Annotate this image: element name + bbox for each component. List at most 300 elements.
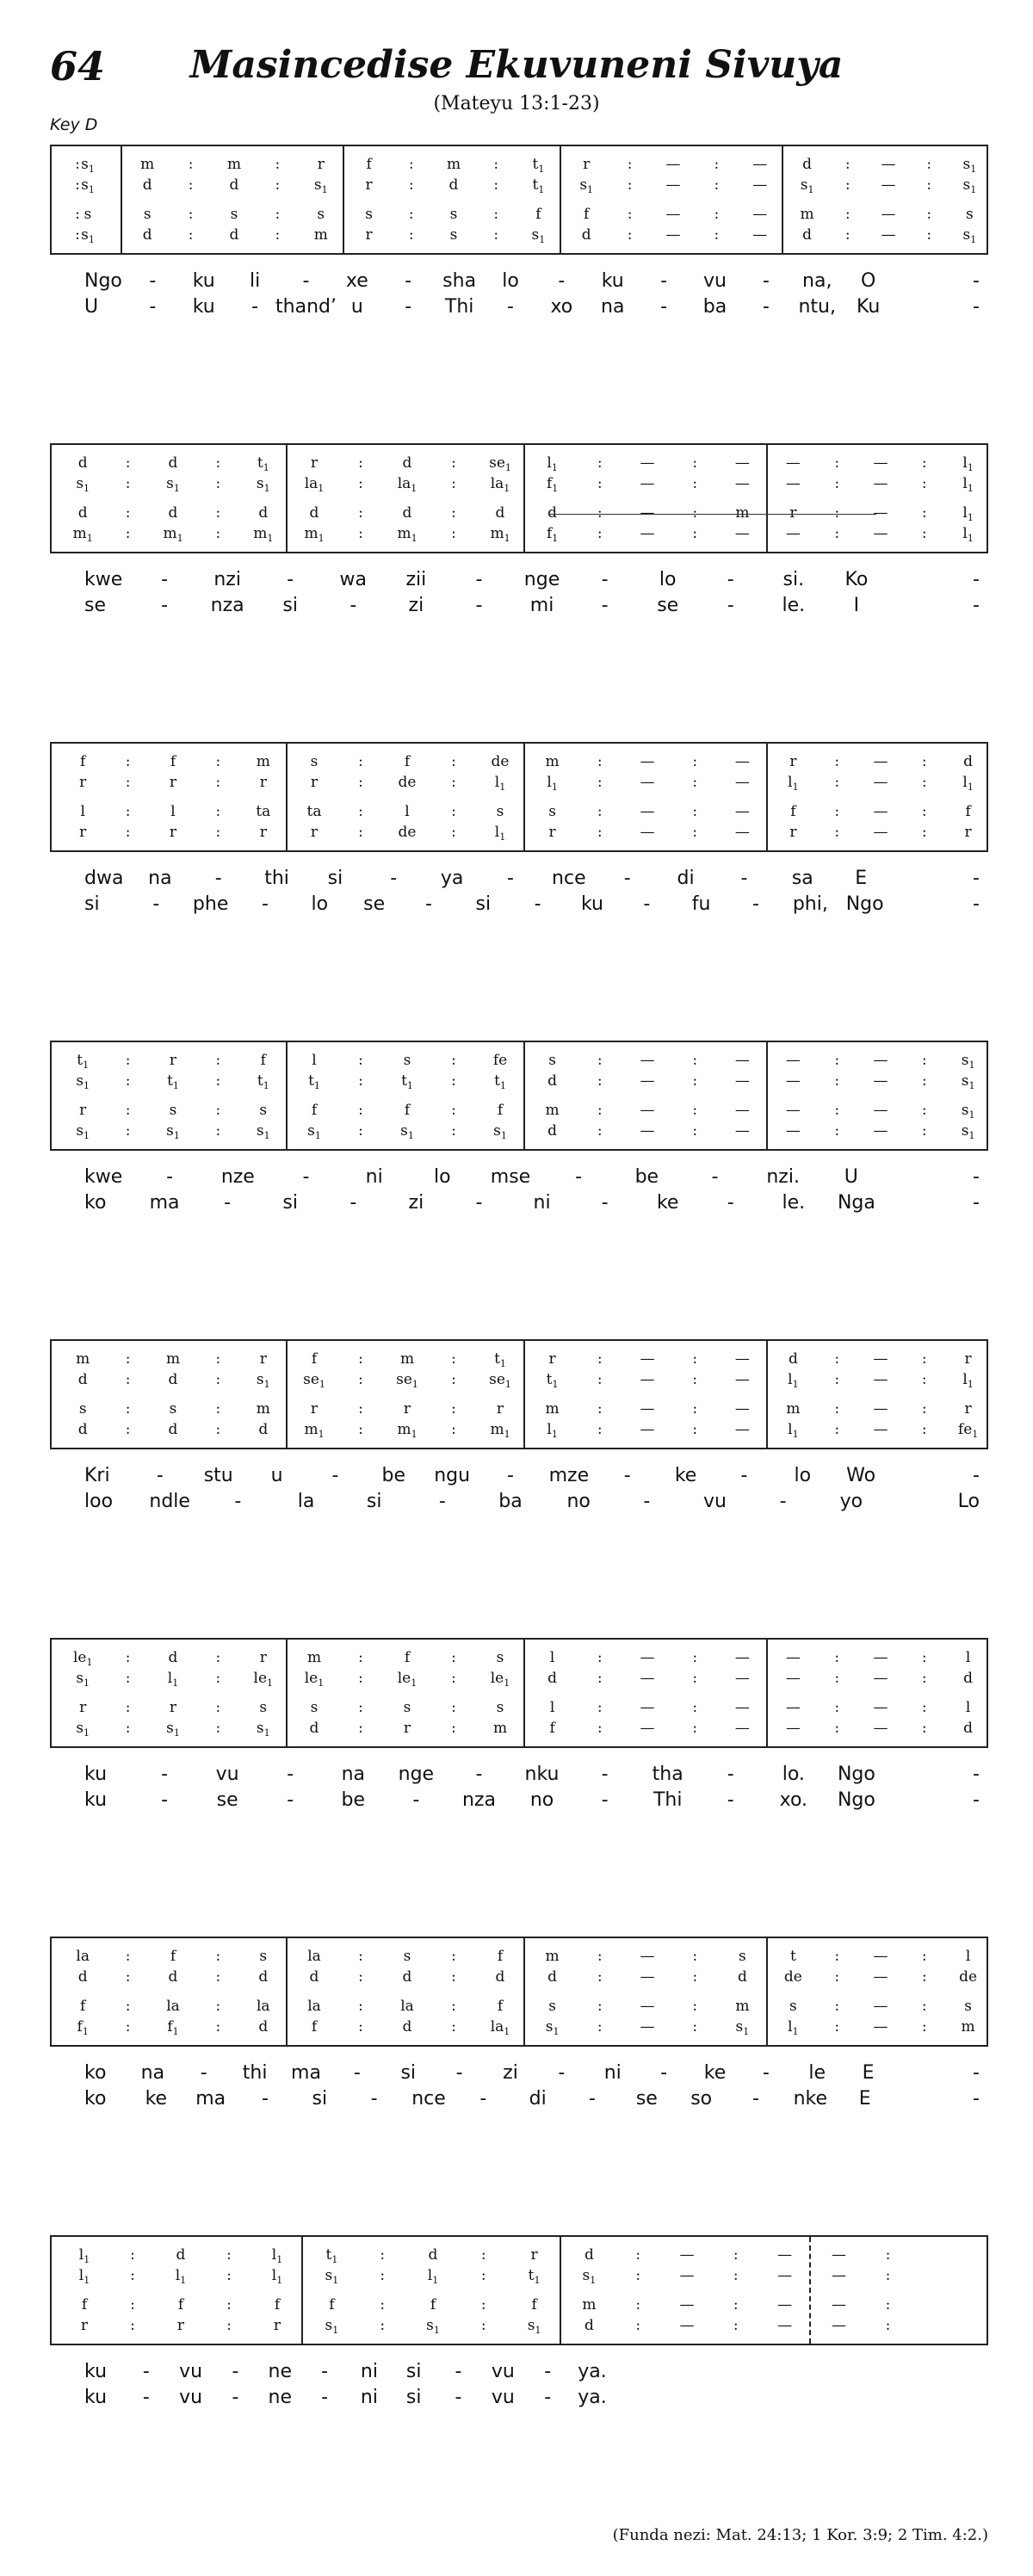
- lyric-syllable: si: [282, 1192, 299, 1214]
- octave-subscript: 1: [967, 462, 974, 473]
- beat-separator: :: [692, 1400, 698, 1418]
- octave-subscript: 1: [967, 512, 974, 523]
- beat-separator: :: [834, 1948, 840, 1965]
- solfa-note: m: [226, 156, 242, 173]
- lyric-line: [50, 270, 988, 296]
- octave-subscript: 1: [432, 2275, 439, 2286]
- solfa-note: s: [310, 1699, 319, 1716]
- octave-subscript: 1: [86, 533, 93, 544]
- octave-subscript: 1: [314, 1130, 321, 1141]
- beat-separator: :: [215, 454, 221, 472]
- voice-row: [52, 1698, 987, 1717]
- octave-subscript: 1: [321, 184, 328, 195]
- beat-separator: :: [451, 1052, 456, 1069]
- octave-subscript: 1: [172, 2026, 179, 2037]
- beat-separator: :: [125, 2018, 131, 2035]
- beat-separator: :: [358, 1998, 363, 2015]
- solfa-note: —: [679, 2317, 695, 2334]
- octave-subscript: 1: [552, 1379, 559, 1390]
- lyric-syllable: vu: [703, 1491, 727, 1512]
- solfa-note: $l_1$: [962, 525, 974, 544]
- beat-separator: :: [451, 1948, 456, 1965]
- beat-separator: :: [926, 226, 932, 244]
- octave-subscript: 1: [504, 1677, 510, 1689]
- solfa-note: r: [176, 2317, 185, 2334]
- solfa-note: r: [310, 1400, 319, 1418]
- voice-row: [52, 1350, 987, 1368]
- beat-separator: :: [358, 1122, 363, 1140]
- beat-separator: :: [125, 454, 131, 472]
- lyric-syllable: ne: [268, 2387, 293, 2408]
- solfa-note: —: [881, 156, 896, 173]
- voice-row: [52, 524, 987, 543]
- voice-row: [52, 1947, 987, 1966]
- solfa-note: —: [640, 1948, 655, 1965]
- solfa-note: $s_1$: [256, 475, 270, 494]
- solfa-note: $l_1$: [271, 2267, 283, 2286]
- beat-separator: :: [75, 176, 80, 194]
- beat-separator: :: [692, 1948, 698, 1965]
- solfa-note: m: [165, 1350, 181, 1368]
- beat-separator: :: [215, 1998, 221, 2015]
- lyric-syllable: be: [341, 1789, 366, 1811]
- solfa-note: $t_1$: [77, 1052, 90, 1071]
- beat-separator: :: [885, 2296, 891, 2313]
- solfa-note: —: [640, 454, 655, 472]
- voice-row: [52, 1121, 987, 1140]
- music-system: [50, 145, 988, 325]
- lyric-syllable: Thi: [653, 1789, 683, 1811]
- lyric-syllable: lo: [311, 893, 329, 915]
- solfa-note: f: [404, 753, 411, 770]
- hyphen: -: [601, 569, 609, 590]
- solfa-note: d: [402, 2018, 412, 2035]
- solfa-note: d: [258, 1968, 269, 1986]
- beat-separator: :: [215, 1699, 221, 1716]
- beat-separator: :: [692, 1122, 698, 1140]
- solfa-note: la: [166, 1998, 180, 2015]
- lyric-syllable: zi: [408, 595, 424, 616]
- solfa-note: $l_1$: [788, 774, 799, 793]
- solfa-note: $s_1$: [307, 1122, 321, 1141]
- solfa-note: d: [547, 504, 558, 522]
- solfa-note: —: [881, 206, 896, 223]
- beat-separator: :: [921, 1072, 927, 1090]
- solfa-note: de: [398, 824, 417, 841]
- lyric-syllable: no: [529, 1789, 554, 1811]
- solfa-note: —: [785, 1052, 801, 1069]
- lyric-syllable: na,: [802, 270, 832, 292]
- solfa-note: —: [640, 803, 655, 820]
- solfa-note: m: [256, 1400, 270, 1418]
- solfa-note: —: [881, 176, 896, 194]
- beat-separator: :: [451, 1421, 456, 1438]
- solfa-note: r: [365, 226, 373, 244]
- beat-separator: :: [408, 226, 414, 244]
- solfa-note: d: [309, 504, 319, 522]
- beat-separator: :: [130, 2296, 135, 2313]
- solfa-note: —: [752, 156, 768, 173]
- beat-separator: :: [597, 1948, 603, 1965]
- beat-separator: :: [885, 2246, 891, 2264]
- lyric-syllable: xe: [345, 270, 368, 292]
- beat-separator: :: [597, 1998, 603, 2015]
- solfa-note: d: [402, 504, 412, 522]
- music-system: [50, 1339, 988, 1520]
- solfa-note: —: [785, 454, 801, 472]
- solfa-note: l: [405, 803, 410, 820]
- hyphen: -: [601, 1789, 609, 1811]
- solfa-note: —: [873, 1421, 888, 1438]
- beat-separator: :: [215, 1072, 221, 1090]
- beat-separator: :: [493, 206, 499, 223]
- lyric-line: [50, 868, 988, 893]
- octave-subscript: 1: [84, 1130, 90, 1141]
- lyric-line: [50, 1789, 988, 1815]
- beat-separator: :: [358, 774, 363, 791]
- beat-separator: :: [921, 1052, 927, 1069]
- beat-separator: :: [480, 2267, 486, 2284]
- lyric-syllable: ke: [656, 1192, 679, 1214]
- solfa-note: —: [873, 1998, 888, 2015]
- beat-separator: :: [692, 525, 698, 542]
- beat-separator: :: [597, 1720, 603, 1737]
- hyphen: -: [973, 296, 980, 318]
- lyrics-block: [50, 1166, 988, 1221]
- solfa-note: l: [312, 1052, 317, 1069]
- beat-separator: :: [75, 226, 80, 244]
- lyric-syllable: wa: [339, 569, 368, 590]
- hyphen: -: [390, 868, 398, 889]
- solfa-note: d: [309, 1968, 319, 1986]
- solfa-note: d: [547, 1072, 558, 1090]
- solfa-note: $s_1$: [76, 475, 90, 494]
- beat-separator: :: [692, 1699, 698, 1716]
- beat-separator: :: [480, 2317, 486, 2334]
- beat-separator: :: [921, 1699, 927, 1716]
- solfa-note: —: [640, 475, 655, 492]
- octave-subscript: 1: [83, 1059, 90, 1071]
- hyphen: -: [643, 893, 651, 915]
- solfa-note: d: [963, 753, 974, 770]
- octave-subscript: 1: [84, 2275, 90, 2286]
- hyphen: -: [149, 270, 157, 292]
- solfa-note: —: [734, 525, 750, 542]
- beat-separator: :: [125, 1998, 131, 2015]
- hyphen: -: [660, 296, 668, 318]
- lyric-syllable: na: [140, 2062, 165, 2084]
- octave-subscript: 1: [263, 1727, 270, 1739]
- octave-subscript: 1: [263, 1130, 270, 1141]
- lyric-syllable: vu: [703, 270, 727, 292]
- beat-separator: :: [215, 525, 221, 542]
- lyric-syllable: zi: [503, 2062, 518, 2084]
- solfa-note: fe: [492, 1052, 508, 1069]
- voice-row: [52, 2295, 987, 2314]
- solfa-note: $t_1$: [308, 1072, 320, 1091]
- solfa-note: m: [545, 753, 560, 770]
- voice-row: [52, 2017, 987, 2036]
- solfa-note: $se_1$: [303, 1371, 325, 1390]
- lyric-syllable: nce: [411, 2088, 446, 2110]
- solfa-note: —: [873, 1102, 888, 1119]
- solfa-note: —: [734, 1072, 750, 1090]
- solfa-note: l: [80, 803, 85, 820]
- solfa-note: s: [548, 803, 556, 820]
- solfa-note: s: [449, 206, 458, 223]
- beat-separator: :: [215, 2018, 221, 2035]
- hyphen: -: [643, 1491, 651, 1512]
- solfa-note: s: [310, 753, 319, 770]
- solfa-note: r: [169, 824, 177, 841]
- solfa-note: —: [734, 1670, 750, 1687]
- solfa-note: d: [802, 156, 813, 173]
- beat-separator: :: [451, 525, 456, 542]
- solfa-note: $l_1$: [494, 774, 506, 793]
- lyric-syllable: Lo: [957, 1491, 980, 1512]
- solfa-note: $s_1$: [166, 475, 180, 494]
- lyric-syllable: ni: [360, 2361, 378, 2382]
- octave-subscript: 1: [411, 483, 418, 494]
- beat-separator: :: [125, 1421, 131, 1438]
- scripture-reference: (Mateyu 13:1-23): [433, 93, 600, 114]
- solfa-note: r: [530, 2246, 538, 2264]
- solfa-note: s: [78, 1400, 87, 1418]
- hyphen: -: [302, 270, 310, 292]
- beat-separator: :: [215, 504, 221, 522]
- solfa-note: —: [873, 1968, 888, 1986]
- hyphen: -: [287, 1764, 294, 1785]
- solfa-note: $s_1$: [256, 1122, 270, 1141]
- solfa-note: la: [76, 1948, 90, 1965]
- beat-separator: :: [125, 1122, 131, 1140]
- beat-separator: :: [692, 824, 698, 841]
- beat-separator: :: [834, 1400, 840, 1418]
- solfa-note: —: [873, 1948, 888, 1965]
- lyric-syllable: Thi: [444, 296, 474, 318]
- solfa-note: —: [640, 1072, 655, 1090]
- lyric-syllable: si: [282, 595, 299, 616]
- hyphen: -: [762, 270, 770, 292]
- solfa-note: r: [80, 2317, 89, 2334]
- solfa-note: —: [734, 803, 750, 820]
- lyric-syllable: nze: [220, 1166, 255, 1188]
- voice-row: [52, 1719, 987, 1738]
- lyric-syllable: nku: [524, 1764, 560, 1785]
- lyrics-block: [50, 2062, 988, 2117]
- hyphen: -: [214, 868, 222, 889]
- solfa-note: s: [259, 1948, 268, 1965]
- beat-separator: :: [921, 753, 927, 770]
- solfa-note: —: [873, 1371, 888, 1388]
- hyphen: -: [973, 2088, 980, 2110]
- solfa-note: l: [549, 1649, 555, 1666]
- hyphen: -: [412, 1789, 420, 1811]
- solfa-note: f: [404, 1649, 411, 1666]
- hyphen: -: [353, 2062, 361, 2084]
- solfa-note: $t_1$: [257, 1072, 269, 1091]
- solfa-note: —: [873, 753, 888, 770]
- hyphen: -: [287, 1789, 294, 1811]
- solfa-note: $la_1$: [490, 2018, 510, 2037]
- hyphen: -: [973, 1465, 980, 1486]
- solfa-note: r: [403, 1400, 411, 1418]
- octave-subscript: 1: [504, 2026, 510, 2037]
- solfa-note: m: [735, 504, 750, 522]
- solfa-note: r: [310, 454, 319, 472]
- octave-subscript: 1: [970, 234, 977, 245]
- beat-separator: :: [358, 1102, 363, 1119]
- beat-separator: :: [188, 206, 194, 223]
- solfa-note: s: [964, 1998, 972, 2015]
- beat-separator: :: [451, 774, 456, 791]
- solfa-note: l: [965, 1649, 971, 1666]
- solfa-note: r: [79, 824, 87, 841]
- beat-separator: :: [635, 2267, 641, 2284]
- lyric-syllable: Ngo: [837, 1789, 875, 1811]
- solfa-note: —: [640, 525, 655, 542]
- beat-separator: :: [597, 1421, 603, 1438]
- beat-separator: :: [834, 1968, 840, 1986]
- beat-separator: :: [358, 1400, 363, 1418]
- solfa-note: $s_1$: [527, 2317, 541, 2336]
- solfa-note: —: [679, 2246, 695, 2264]
- solfa-note: r: [169, 774, 177, 791]
- lyric-syllable: le.: [782, 1192, 806, 1214]
- solfa-note: s: [496, 803, 504, 820]
- lyric-syllable: lo.: [782, 1764, 805, 1785]
- solfa-note: $se_1$: [489, 1371, 511, 1390]
- hyphen: -: [973, 2062, 980, 2084]
- beat-separator: :: [215, 803, 221, 820]
- beat-separator: :: [451, 824, 456, 841]
- octave-subscript: 1: [551, 1429, 558, 1440]
- lyric-syllable: si.: [782, 569, 805, 590]
- solfa-note: $t_1$: [257, 454, 269, 473]
- lyric-line: [50, 1491, 988, 1517]
- beat-separator: :: [125, 1400, 131, 1418]
- solfa-note: —: [640, 1421, 655, 1438]
- octave-subscript: 1: [500, 1130, 507, 1141]
- octave-subscript: 1: [263, 483, 270, 494]
- beat-separator: :: [834, 1720, 840, 1737]
- solfa-note: $le_1$: [304, 1670, 325, 1689]
- solfa-note: f: [497, 1948, 504, 1965]
- hyphen: -: [321, 2387, 329, 2408]
- beat-separator: :: [358, 803, 363, 820]
- solfa-note: —: [873, 1400, 888, 1418]
- hyphen: -: [161, 569, 169, 590]
- solfa-note: $s_1$: [313, 176, 328, 195]
- hyphen: -: [544, 2361, 552, 2382]
- hyphen: -: [762, 2062, 770, 2084]
- octave-subscript: 1: [792, 2026, 799, 2037]
- solfa-note: $s_1$: [962, 176, 977, 195]
- solfa-note: r: [259, 1649, 267, 1666]
- octave-subscript: 1: [411, 1429, 418, 1440]
- solfa-note: —: [873, 774, 888, 791]
- solfa-note: $m_1$: [163, 525, 183, 544]
- beat-separator: :: [692, 475, 698, 492]
- beat-separator: :: [834, 1350, 840, 1368]
- solfa-note: —: [665, 226, 681, 244]
- solfa-note: m: [545, 1102, 560, 1119]
- solfa-note: d: [402, 1968, 412, 1986]
- hyphen: -: [740, 868, 748, 889]
- octave-subscript: 1: [84, 483, 90, 494]
- solfa-note: f: [404, 1102, 411, 1119]
- beat-separator: :: [125, 1072, 131, 1090]
- hyphen: -: [475, 1764, 483, 1785]
- beat-separator: :: [921, 1720, 927, 1737]
- solfa-note: —: [679, 2296, 695, 2313]
- lyric-syllable: ndle: [149, 1491, 190, 1512]
- solfa-note: s: [496, 1649, 504, 1666]
- octave-subscript: 1: [331, 2254, 338, 2265]
- lyric-syllable: si: [327, 868, 343, 889]
- beat-separator: :: [926, 156, 932, 173]
- lyrics-block: [50, 868, 988, 923]
- lyric-syllable: I: [853, 595, 860, 616]
- solfa-note: $l_1$: [962, 1371, 974, 1390]
- lyric-syllable: se: [635, 2088, 658, 2110]
- solfa-note: $l_1$: [494, 824, 506, 843]
- solfa-note: d: [963, 1720, 974, 1737]
- solfa-note: $s_1$: [166, 1122, 180, 1141]
- solfa-note: d: [788, 1350, 798, 1368]
- beat-separator: :: [125, 475, 131, 492]
- beat-separator: :: [358, 1670, 363, 1687]
- beat-separator: :: [380, 2296, 386, 2313]
- beat-separator: :: [130, 2317, 135, 2334]
- solfa-note: —: [640, 1720, 655, 1737]
- octave-subscript: 1: [970, 164, 977, 175]
- solfa-note: s: [739, 1948, 746, 1965]
- solfa-note: $la_1$: [397, 475, 418, 494]
- octave-subscript: 1: [504, 1429, 510, 1440]
- beat-separator: :: [188, 176, 194, 194]
- lyric-syllable: ntu,: [798, 296, 837, 318]
- beat-separator: :: [215, 824, 221, 841]
- solfa-note: $l_1$: [175, 2267, 187, 2286]
- beat-separator: :: [215, 1122, 221, 1140]
- lyric-syllable: nzi: [213, 569, 241, 590]
- solfa-note: —: [832, 2267, 846, 2284]
- solfa-note: —: [752, 206, 768, 223]
- beat-separator: :: [451, 1968, 456, 1986]
- voice-row: [52, 1101, 987, 1120]
- solfa-note: —: [734, 1699, 750, 1716]
- octave-subscript: 1: [552, 533, 559, 544]
- octave-subscript: 1: [318, 483, 325, 494]
- lyric-syllable: mi: [529, 595, 554, 616]
- hyphen: -: [302, 1166, 310, 1188]
- solfa-note: $t_1$: [546, 1371, 559, 1390]
- beat-separator: :: [635, 2317, 641, 2334]
- hyphen: -: [152, 893, 160, 915]
- solfa-note: —: [785, 1122, 801, 1140]
- solfa-note: $s_1$: [81, 176, 95, 195]
- beat-separator: :: [834, 1102, 840, 1119]
- solfa-note: s: [230, 206, 238, 223]
- lyric-syllable: Ngo: [845, 893, 884, 915]
- beat-separator: :: [451, 1350, 456, 1368]
- solfa-note: —: [777, 2246, 793, 2264]
- hyphen: -: [479, 2088, 487, 2110]
- solfa-note: m: [492, 1720, 508, 1737]
- beat-separator: :: [451, 1649, 456, 1666]
- hyphen: -: [507, 868, 514, 889]
